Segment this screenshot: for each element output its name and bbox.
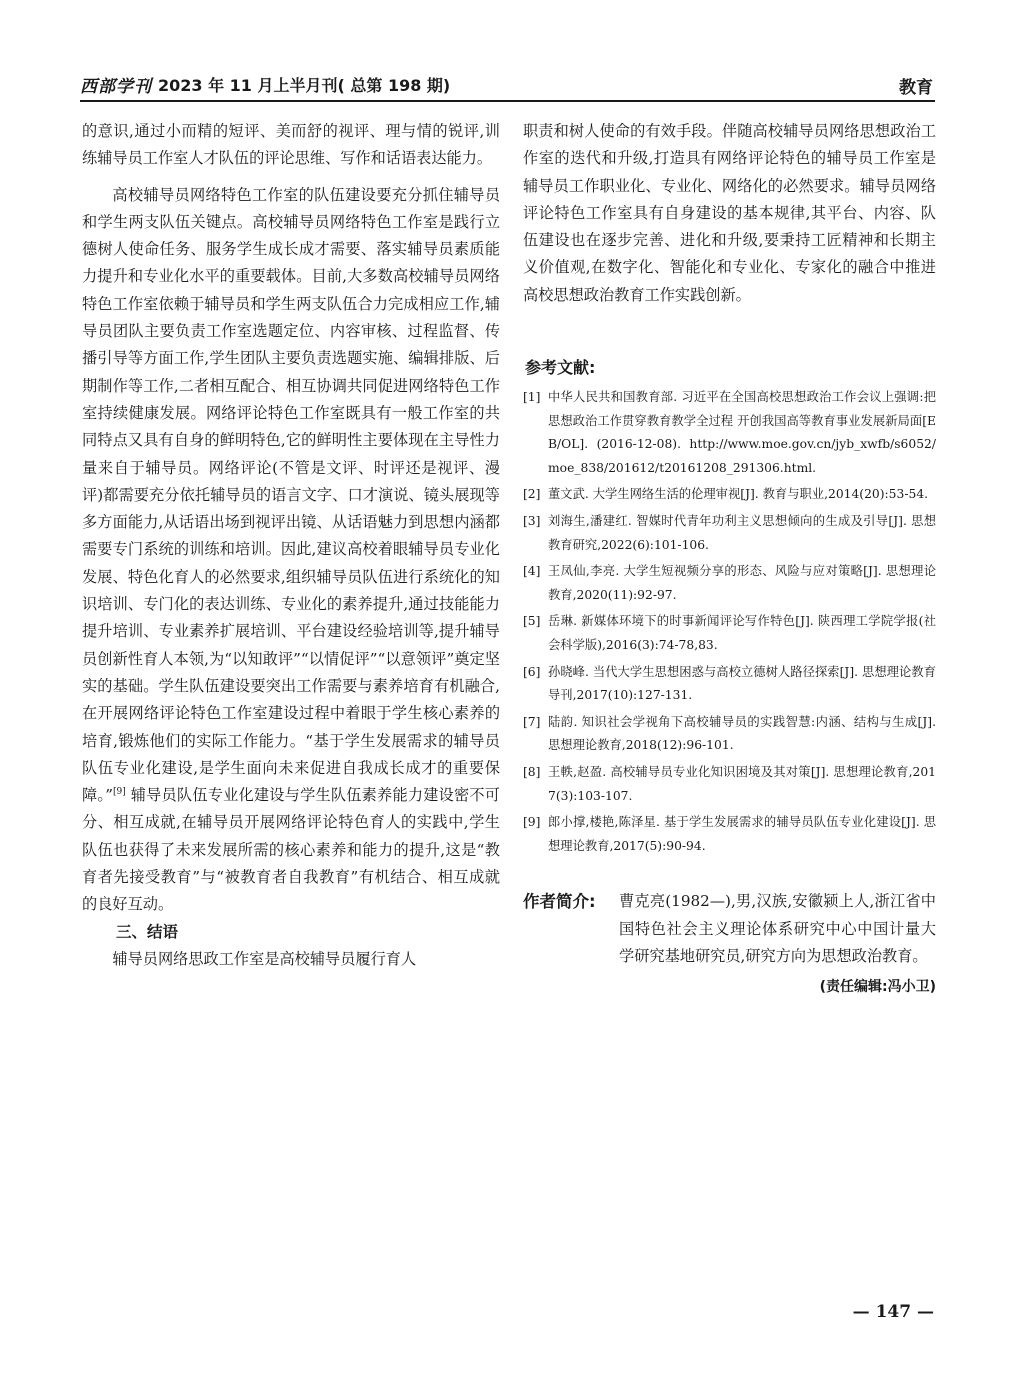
paragraph: 辅导员网络思政工作室是高校辅导员履行育人 (112, 949, 417, 968)
reference-number: [3] (523, 514, 541, 529)
right-column (523, 118, 936, 996)
reference-item (523, 510, 936, 557)
paragraph: 职责和树人使命的有效手段。伴随高校辅导员网络思想政治工作室的迭代和升级,打造具有网络评论特色的辅导员工作室是辅导员工作职业化、专业化、网络化的必然要求。辅导员网络评论特色工作室具有自身建设的基本规律,其平台、内容、队伍建设也在逐步完善、进化和升级,要秉持工匠精神和长期主义价值观,在数字化、智能化和专业化、专家化的融合中推进高校思想政治教育工作实践创新。 (523, 122, 936, 304)
reference-text: 董文武. 大学生网络生活的伦理审视[J]. 教育与职业,2014(20):53-54. (548, 487, 929, 502)
page-header (80, 70, 935, 102)
paragraph: 的意识,通过小而精的短评、美而舒的视评、理与情的锐评,训练辅导员工作室人才队伍的评论思维、写作和话语表达能力。 (82, 122, 500, 168)
reference-number: [8] (523, 764, 541, 779)
reference-text: 岳琳. 新媒体环境下的时事新闻评论写作特色[J]. 陕西理工学院学报(社会科学版),2016(3):74-78,83. (548, 614, 936, 653)
paragraph: 高校辅导员网络特色工作室的队伍建设要充分抓住辅导员和学生两支队伍关键点。高校辅导员网络特色工作室是践行立德树人使命任务、服务学生成长成才需要、落实辅导员素质能力提升和专业化水平的重要载体。目前,大多数高校辅导员网络特色工作室依赖于辅导员和学生两支队伍合力完成相应工作,辅导员团队主要负责工作室选题定位、内容审核、过程监督、传播引导等方面工作,学生团队主要负责选题实施、编辑排版、后期制作等工作,二者相互配合、相互协调共同促进网络特色工作室持续健康发展。网络评论特色工作室既具有一般工作室的共同特点又具有自身的鲜明特色,它的鲜明性主要体现在主导性力量来自于辅导员。网络评论(不管是文评、时评还是视评、漫评)都需要充分依托辅导员的语言文字、口才演说、镜头展现等多方面能力,从话语出场到视评出镜、从话语魅力到思想内涵都需要专门系统的训练和培训。因此,建议高校着眼辅导员专业化发展、特色化育人的必然要求,组织辅导员队伍进行系统化的知识培训、专门化的表达训练、专业化的素养提升,通过技能能力提升培训、专业素养扩展培训、平台建设经验培训等,提升辅导员创新性育人本领,为“以知敢评”“以情促评”“以意领评”奠定坚实的基础。学生队伍建设要突出工作需要与素养培育有机融合,在开展网络评论特色工作室建设过程中着眼于学生核心素养的培育,锻炼他们的实际工作能力。“基于学生发展需求的辅导员队伍专业化建设,是学生面向未来促进自我成长成才的重要保障。”[9] 辅导员队伍专业化建设与学生队伍素养能力建设密不可分、相互成就,在辅导员开展网络评论特色育人的实践中,学生队伍也获得了未来发展所需的核心素养和能力的提升,这是“教育者先接受教育”与“被教育者自我教育”有机结合、相互成就的良好互动。 (82, 185, 500, 914)
reference-text: 王凤仙,李亮. 大学生短视频分享的形态、风险与应对策略[J]. 思想理论教育,2020(11):92-97. (548, 564, 936, 602)
reference-text: 孙晓峰. 当代大学生思想困惑与高校立德树人路径探索[J]. 思想理论教育导刊,2017(10):127-131. (548, 664, 936, 703)
section-name: 教育 (899, 78, 933, 98)
issue-info: 2023 年 11 月上半月刊( 总第 198 期) (158, 76, 451, 95)
reference-item (523, 811, 936, 858)
citation-marker: [9] (112, 787, 126, 798)
reference-text: 王軼,赵盈. 高校辅导员专业化知识困境及其对策[J]. 思想理论教育,2017(3):103-107. (548, 764, 936, 803)
reference-text: 陆韵. 知识社会学视角下高校辅导员的实践智慧:内涵、结构与生成[J]. 思想理论教育,2018(12):96-101. (548, 714, 936, 753)
references-title: 参考文献: (525, 358, 596, 378)
reference-number: [1] (523, 390, 541, 405)
reference-number: [7] (523, 714, 541, 729)
author-bio-text: 曹克亮(1982—),男,汉族,安徽颍上人,浙江省中国特色社会主义理论体系研究中心中国计量大学研究基地研究员,研究方向为思想政治教育。 (619, 892, 936, 965)
reference-item (523, 483, 936, 507)
author-bio (523, 888, 936, 970)
author-bio-label: 作者简介: (523, 892, 596, 912)
reference-item (523, 761, 936, 808)
reference-item (523, 560, 936, 607)
reference-text: 郎小撑,楼艳,陈泽星. 基于学生发展需求的辅导员队伍专业化建设[J]. 思想理论教育,2017(5):90-94. (548, 815, 936, 853)
reference-number: [5] (523, 614, 541, 629)
left-column (82, 118, 500, 973)
reference-list (523, 386, 936, 858)
reference-number: [6] (523, 664, 541, 679)
reference-item (523, 661, 936, 708)
responsible-editor: (责任编辑:冯小卫) (819, 979, 936, 996)
reference-item (523, 711, 936, 758)
reference-number: [4] (523, 564, 541, 579)
reference-item (523, 610, 936, 657)
page-number: — 147 — (852, 1302, 934, 1322)
section-heading: 三、结语 (116, 922, 179, 941)
reference-text: 中华人民共和国教育部. 习近平在全国高校思想政治工作会议上强调:把思想政治工作贯穿教育教学全过程 开创我国高等教育事业发展新局面[EB/OL]. (2016-12-08). http://www.moe.gov.cn/jyb_xwfb/s6052/moe_838/201612/t20161208_291306.html. (548, 390, 936, 475)
reference-number: [2] (523, 487, 541, 502)
journal-logo: 西部学刊 (80, 77, 152, 97)
reference-item (523, 386, 936, 480)
reference-text: 刘海生,潘建红. 智媒时代青年功利主义思想倾向的生成及引导[J]. 思想教育研究,2022(6):101-106. (548, 514, 936, 552)
reference-number: [9] (523, 815, 541, 830)
